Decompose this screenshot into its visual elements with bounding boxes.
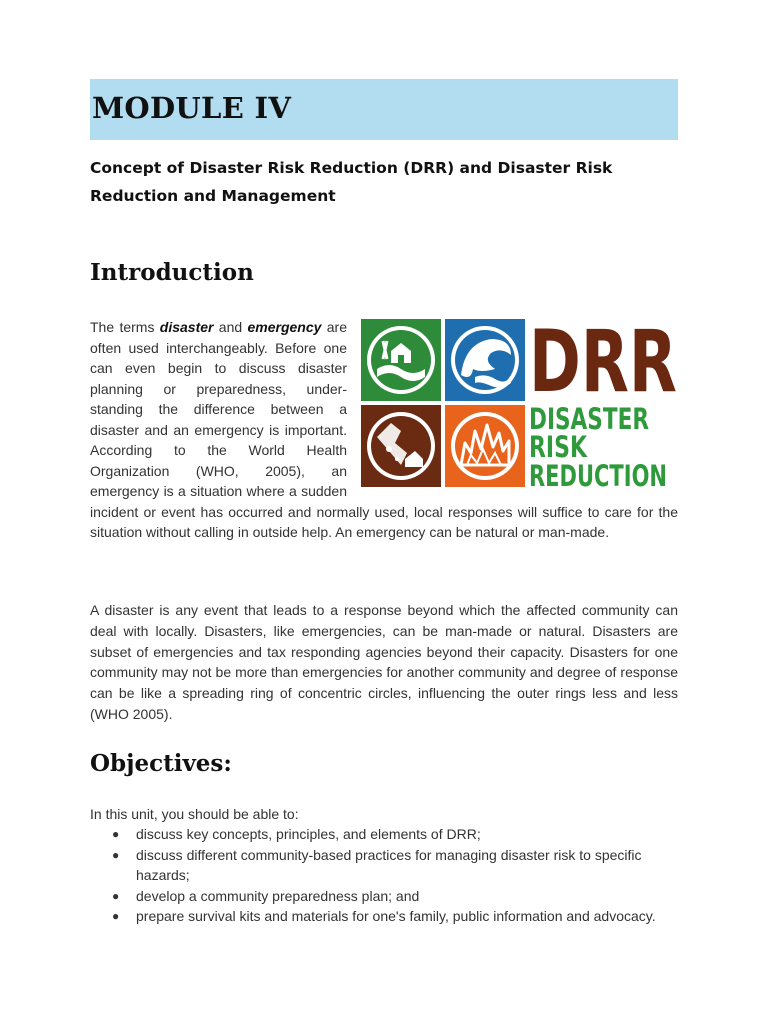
intro-text-segment: and bbox=[213, 319, 248, 335]
objective-text: discuss key concepts, principles, and elements of DRR; bbox=[136, 826, 481, 842]
intro-text-segment: The terms bbox=[90, 319, 160, 335]
term-disaster: disaster bbox=[159, 319, 214, 335]
logo-line-reduction: REDUCTION bbox=[529, 459, 667, 493]
objective-item bbox=[90, 845, 678, 886]
objectives-list bbox=[90, 824, 678, 927]
bullet-icon: ● bbox=[112, 847, 120, 862]
module-title: MODULE IV bbox=[92, 91, 292, 125]
term-emergency: emergency bbox=[247, 319, 322, 335]
logo-drr-text: DRR bbox=[529, 312, 677, 412]
objectives-lead: In this unit, you should be able to: bbox=[90, 806, 299, 822]
module-header-bar bbox=[90, 79, 678, 140]
module-subtitle: Concept of Disaster Risk Reduction (DRR) and Disaster Risk Reduction and Management bbox=[90, 159, 613, 205]
objective-text: discuss different community-based practices for managing disaster risk to specific hazards; bbox=[136, 846, 642, 883]
objective-item bbox=[90, 886, 678, 907]
intro-text-segment: are often used interchangeably. Before one can even begin to discuss disaster planning or preparedness, under-standing the difference between a disaster and an emergency is important. According to the World Health Organization (WHO, 2005), an emergency is a situation where a sudden incident or event has occurred and normally used, local responses will suffice to care for the situation without calling in outside help. An emergency can be natural or man-made. bbox=[90, 319, 678, 540]
logo-line-risk: RISK bbox=[529, 430, 589, 464]
introduction-heading: Introduction bbox=[90, 259, 254, 286]
introduction-paragraph-2: A disaster is any event that leads to a response beyond which the affected community can deal with locally. Disasters, like emergencies, can be man-made or natural. Disasters are subset of emergencies and tax responding agencies beyond their capacity. Disasters for one community may not be more than emergencies for another community and degree of response can be like a spreading ring of concentric circles, influencing the outer rings less and less (WHO 2005). bbox=[90, 602, 678, 722]
objective-item bbox=[90, 824, 678, 845]
bullet-icon: ● bbox=[112, 827, 120, 841]
objective-text: prepare survival kits and materials for one's family, public information and advocacy. bbox=[136, 908, 656, 924]
bullet-icon: ● bbox=[112, 888, 120, 903]
objectives-heading: Objectives: bbox=[90, 750, 232, 777]
drr-logo bbox=[361, 312, 678, 493]
logo-line-disaster: DISASTER bbox=[529, 402, 649, 436]
introduction-section bbox=[90, 312, 678, 543]
objective-item bbox=[90, 906, 678, 927]
objective-text: develop a community preparedness plan; and bbox=[136, 887, 420, 904]
bullet-icon: ● bbox=[112, 909, 120, 923]
